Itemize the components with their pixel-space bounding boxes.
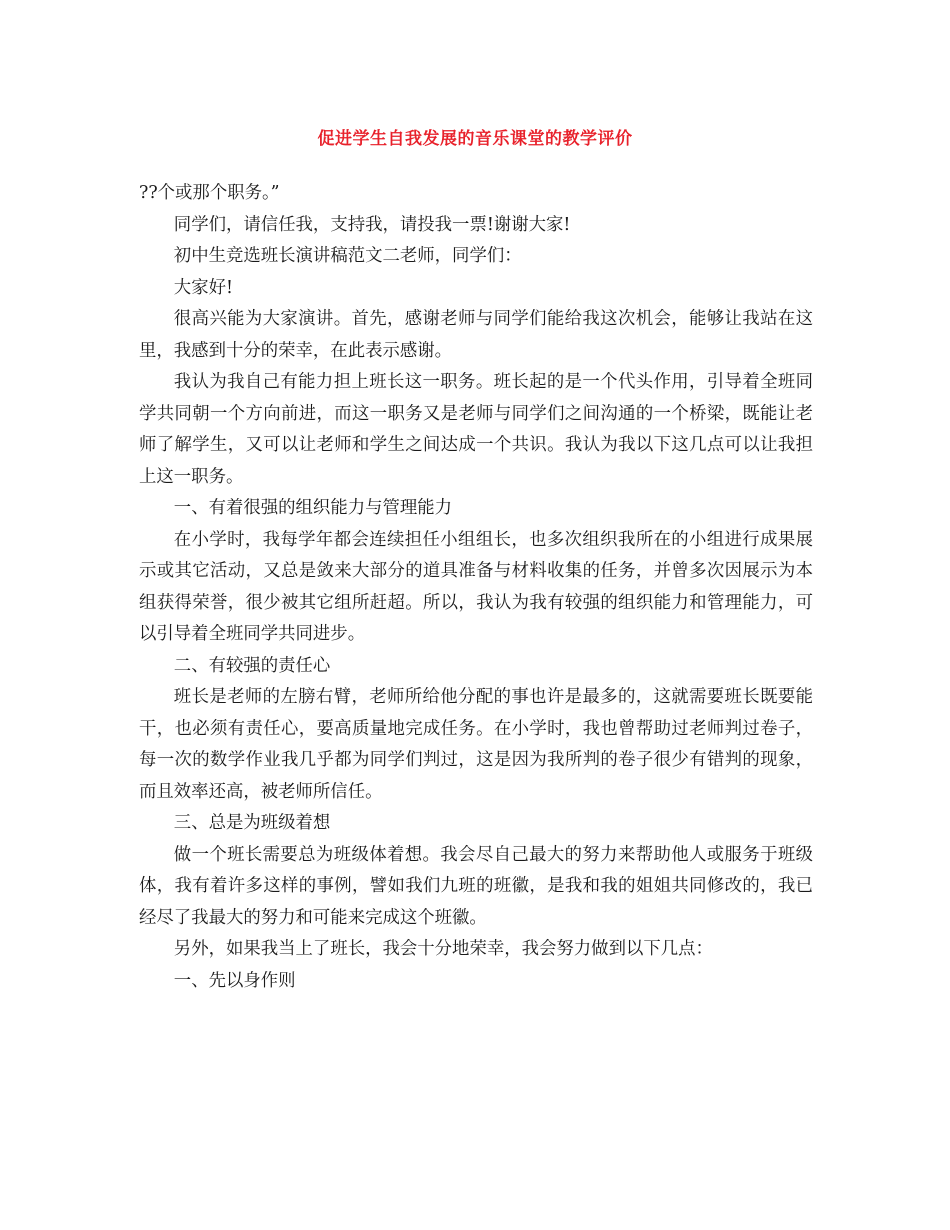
paragraph-6: 我认为我自己有能力担上班长这一职务。班长起的是一个代头作用，引导着全班同学共同朝一个方向前进，而这一职务又是老师与同学们之间沟通的一个桥梁，既能让老师了解学生，又可以让老师和学生之间达成一个共识。我认为我以下这几点可以让我担上这一职务。 <box>139 372 813 487</box>
paragraph-2: 同学们，请信任我，支持我，请投我一票!谢谢大家! <box>173 214 571 235</box>
section-heading-4: 一、先以身作则 <box>173 970 296 991</box>
paragraph-4: 大家好! <box>173 277 233 298</box>
paragraph-10: 班长是老师的左膀右臂，老师所给他分配的事也许是最多的，这就需要班长既要能干，也必须有责任心，要高质量地完成任务。在小学时，我也曾帮助过老师判过卷子，每一次的数学作业我几乎都为同学们判过，这是因为我所判的卷子很少有错判的现象，而且效率还高，被老师所信任。 <box>139 687 813 802</box>
paragraph-5: 很高兴能为大家演讲。首先，感谢老师与同学们能给我这次机会，能够让我站在这里，我感到十分的荣幸，在此表示感谢。 <box>139 309 813 361</box>
section-heading-3: 三、总是为班级着想 <box>173 813 331 833</box>
paragraph-1: ??个或那个职务。” <box>139 183 280 203</box>
paragraph-13: 另外，如果我当上了班长，我会十分地荣幸，我会努力做到以下几点： <box>173 939 713 959</box>
section-heading-1: 一、有着很强的组织能力与管理能力 <box>173 498 453 518</box>
paragraph-3: 初中生竞选班长演讲稿范文二老师，同学们： <box>173 246 522 266</box>
paragraph-8: 在小学时，我每学年都会连续担任小组组长，也多次组织我所在的小组进行成果展示或其它活动，又总是敛来大部分的道具准备与材料收集的任务，并曾多次因展示为本组获得荣誉，很少被其它组所赶超。所以，我认为我有较强的组织能力和管理能力，可以引导着全班同学共同进步。 <box>139 529 813 644</box>
document-title: 促进学生自我发展的音乐课堂的教学评价 <box>317 129 633 149</box>
section-heading-2: 二、有较强的责任心 <box>173 655 331 676</box>
document-body <box>139 178 813 997</box>
paragraph-12: 做一个班长需要总为班级体着想。我会尽自己最大的努力来帮助他人或服务于班级体，我有着许多这样的事例，譬如我们九班的班徽，是我和我的姐姐共同修改的，我已经尽了我最大的努力和可能来完成这个班徽。 <box>139 844 813 928</box>
